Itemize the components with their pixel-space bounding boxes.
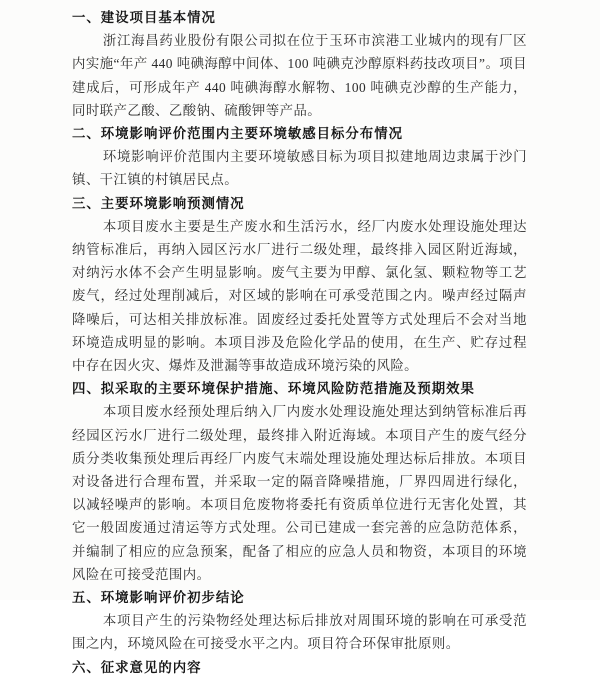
section-heading: 二、环境影响评价范围内主要环境敏感目标分布情况: [72, 126, 403, 142]
section-paragraph: 本项目废水经预处理后纳入厂内废水处理设施处理达到纳管标准后再经园区污水厂进行二级处理，最终排入附近海域。本项目产生的废气经分质分类收集预处理后再经厂内废气末端处理设施处理达标后排放。本项目对设备进行合理布置，并采取一定的隔音降噪措施，厂界四周进行绿化，以减轻噪声的影响。本项目危废物将委托有资质单位进行无害化处置，其它一般固废通过清运等方式处理。公司已建成一套完善的应急防范体系，并编制了相应的应急预案，配备了相应的应急人员和物资，本项目的环境风险在可接受范围内。: [72, 404, 527, 582]
section-heading: 一、建设项目基本情况: [72, 10, 216, 25]
section-heading: 三、主要环境影响预测情况: [72, 195, 245, 211]
section-project-overview: [72, 6, 527, 122]
section-preliminary-conclusion: [72, 586, 527, 656]
section-heading: 五、环境影响评价初步结论: [72, 590, 245, 606]
section-impact-prediction: [72, 192, 527, 378]
section-paragraph: 环境影响评价范围内主要环境敏感目标为项目拟建地周边隶属于沙门镇、干江镇的村镇居民点。: [72, 149, 527, 188]
section-paragraph: 浙江海昌药业股份有限公司拟在位于玉环市滨港工业城内的现有厂区内实施“年产 440 吨碘海醇中间体、100 吨碘克沙醇原料药技改项目”。项目建成后，可形成年产 440 吨碘海醇水解物、100 吨碘克沙醇的生产能力，同时联产乙酸、乙酸钠、硫酸钾等产品。: [72, 33, 527, 118]
section-solicited-opinions: [72, 656, 527, 679]
section-paragraph: 本项目产生的污染物经处理达标后排放对周围环境的影响在可承受范围之内，环境风险在可接受水平之内。项目符合环保审批原则。: [72, 613, 527, 652]
section-sensitive-targets: [72, 122, 527, 192]
section-heading: 四、拟采取的主要环境保护措施、环境风险防范措施及预期效果: [72, 381, 475, 397]
section-heading: 六、征求意见的内容: [72, 659, 202, 675]
section-protection-measures: [72, 377, 527, 586]
section-paragraph: 本项目废水主要是生产废水和生活污水，经厂内废水处理设施处理达纳管标准后，再纳入园区污水厂进行二级处理，最终排入园区附近海域，对纳污水体不会产生明显影响。废气主要为甲醇、氯化氢、颗粒物等工艺废气，经过处理削减后，对区域的影响在可承受范围之内。噪声经过隔声降噪后，可达相关排放标准。固废经过委托处置等方式处理后不会对当地环境造成明显的影响。本项目涉及危险化学品的使用，在生产、贮存过程中存在因火灾、爆炸及泄漏等事故造成环境污染的风险。: [72, 218, 527, 374]
